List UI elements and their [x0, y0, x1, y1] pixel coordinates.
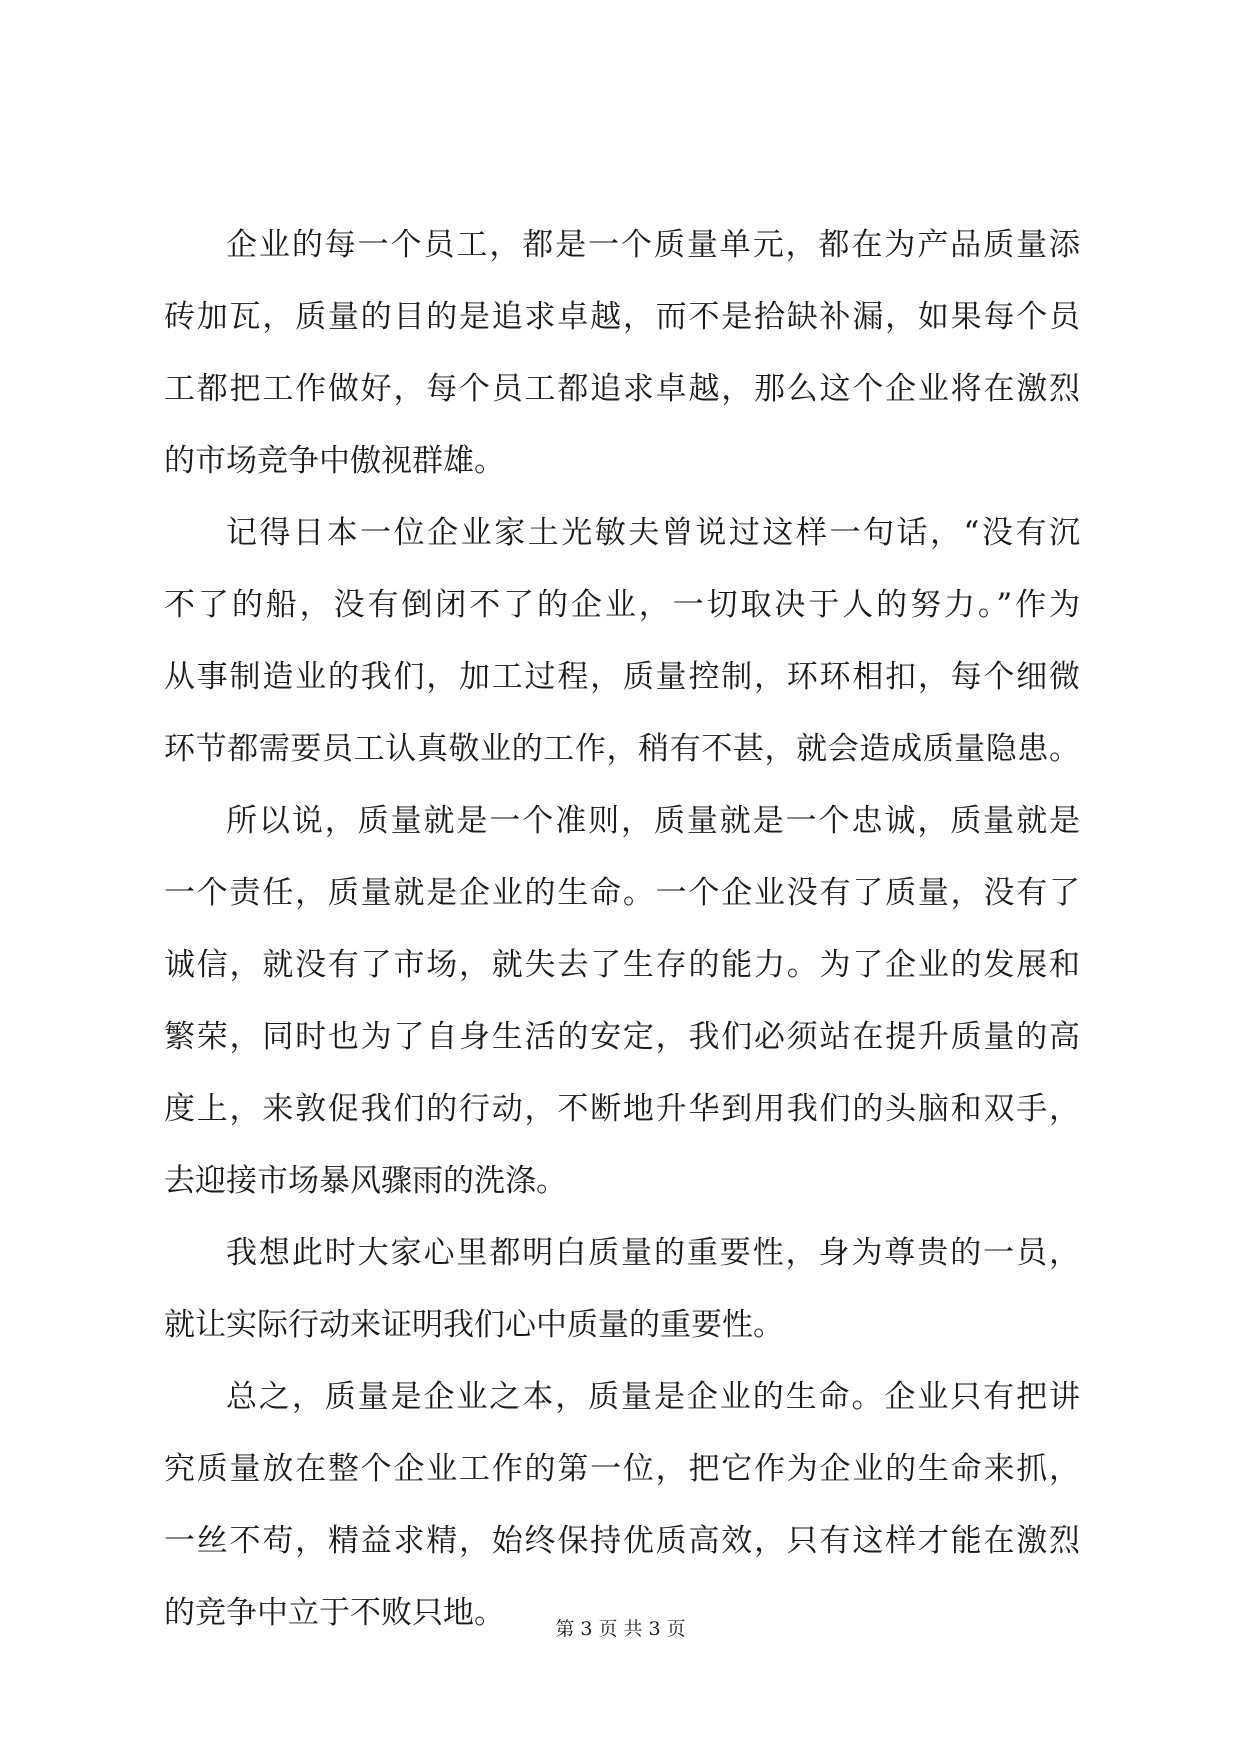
paragraph-5-line-4: 的竞争中立于不败只地。 — [164, 1595, 505, 1631]
body-text — [164, 228, 1080, 1668]
paragraph-3-line-5: 度上，来敦促我们的行动，不断地升华到用我们的头脑和双手， — [164, 1091, 1080, 1127]
paragraph-2-line-1: 记得日本一位企业家土光敏夫曾说过这样一句话，“没有沉 — [226, 515, 1080, 551]
paragraph-4-line-2: 就让实际行动来证明我们心中质量的重要性。 — [164, 1307, 784, 1343]
paragraph-4-line-1: 我想此时大家心里都明白质量的重要性，身为尊贵的一员， — [226, 1235, 1080, 1271]
paragraph-1-line-1: 企业的每一个员工，都是一个质量单元，都在为产品质量添 — [226, 227, 1080, 263]
paragraph-1-line-2: 砖加瓦，质量的目的是追求卓越，而不是拾缺补漏，如果每个员 — [164, 299, 1080, 335]
paragraph-5-line-2: 究质量放在整个企业工作的第一位，把它作为企业的生命来抓， — [164, 1451, 1080, 1487]
paragraph-5-line-1: 总之，质量是企业之本，质量是企业的生命。企业只有把讲 — [226, 1379, 1080, 1415]
paragraph-5-line-3: 一丝不苟，精益求精，始终保持优质高效，只有这样才能在激烈 — [164, 1523, 1080, 1559]
page-footer: 第 3 页 共 3 页 — [555, 1618, 686, 1640]
paragraph-3-line-1: 所以说，质量就是一个准则，质量就是一个忠诚，质量就是 — [226, 803, 1080, 839]
paragraph-3-line-2: 一个责任，质量就是企业的生命。一个企业没有了质量，没有了 — [164, 875, 1080, 911]
paragraph-2-line-3: 从事制造业的我们，加工过程，质量控制，环环相扣，每个细微 — [164, 659, 1080, 695]
paragraph-3-line-6: 去迎接市场暴风骤雨的洗涤。 — [164, 1163, 567, 1199]
paragraph-3-line-4: 繁荣，同时也为了自身生活的安定，我们必须站在提升质量的高 — [164, 1019, 1080, 1055]
paragraph-3-line-3: 诚信，就没有了市场，就失去了生存的能力。为了企业的发展和 — [164, 947, 1080, 983]
paragraph-1-line-4: 的市场竞争中傲视群雄。 — [164, 443, 505, 479]
paragraph-2-line-2: 不了的船，没有倒闭不了的企业，一切取决于人的努力。”作为 — [164, 587, 1080, 623]
paragraph-2-line-4: 环节都需要员工认真敬业的工作，稍有不甚，就会造成质量隐患。 — [164, 731, 1080, 767]
paragraph-1-line-3: 工都把工作做好，每个员工都追求卓越，那么这个企业将在激烈 — [164, 371, 1080, 407]
